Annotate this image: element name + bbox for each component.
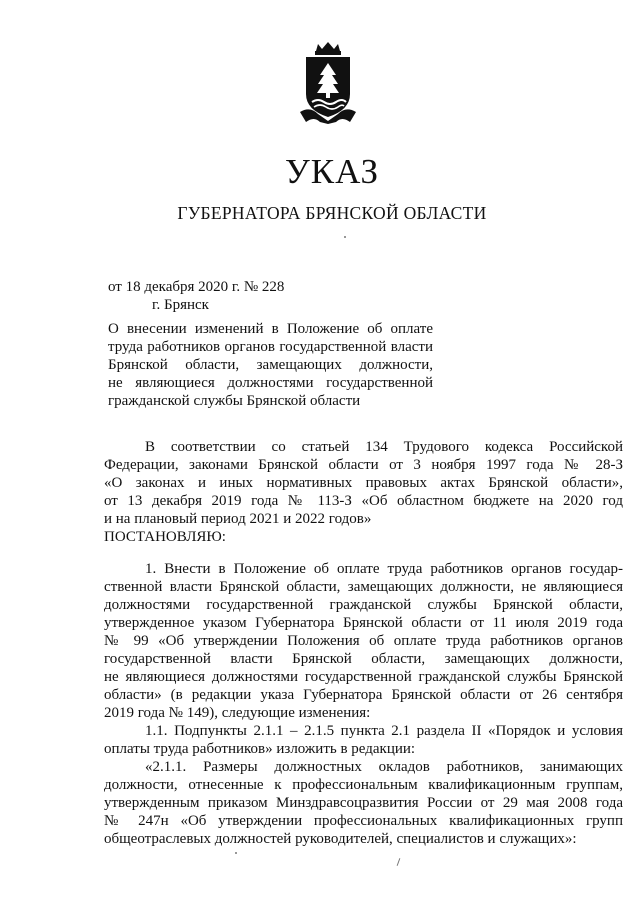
preamble-line: «О законах и иных нормативных правовых актах Брянской области», <box>104 475 623 491</box>
decree-word: ПОСТАНОВЛЯЮ: <box>104 529 226 545</box>
scan-speck <box>397 858 401 866</box>
item-line: должностями государственной гражданской службы Брянской области, <box>104 597 623 613</box>
item-line: 1. Внести в Положение об оплате труда работников органов государ- <box>145 561 623 577</box>
item-line: не являющиеся должностями государственной гражданской службы Брянской <box>104 669 623 685</box>
document-title: УКАЗ <box>284 152 380 191</box>
item-line: № 99 «Об утверждении Положения об оплате труда работников органов <box>104 633 623 649</box>
subject-line: труда работников органов государственной власти <box>108 339 433 355</box>
scan-speck <box>344 236 346 238</box>
clause-line: № 247н «Об утверждении профессиональных квалификационных групп <box>104 813 623 829</box>
subject-line: не являющиеся должностями государственной <box>108 375 433 391</box>
subject-line: Брянской области, замещающих должности, <box>108 357 433 373</box>
clause-line: «2.1.1. Размеры должностных окладов работников, занимающих <box>145 759 623 775</box>
preamble-line: В соответствии со статьей 134 Трудового кодекса Российской <box>145 439 623 455</box>
preamble-line: от 13 декабря 2019 года № 113-З «Об областном бюджете на 2020 год <box>104 493 623 509</box>
clause-line: общеотраслевых должностей руководителей, специалистов и служащих»: <box>104 831 577 847</box>
subitem-line: оплаты труда работников» изложить в редакции: <box>104 741 416 757</box>
city: г. Брянск <box>152 297 209 313</box>
clause-line: должности, отнесенные к профессиональным квалификационным группам, <box>104 777 623 793</box>
clause-line: утвержденным приказом Минздравсоцразвития России от 29 мая 2008 года <box>104 795 623 811</box>
scan-speck <box>235 852 237 854</box>
subject-line: гражданской службы Брянской области <box>108 393 361 409</box>
coat-of-arms-icon <box>300 42 356 124</box>
item-line: государственной власти Брянской области, замещающих должности, <box>104 651 623 667</box>
item-line: 2019 года № 149), следующие изменения: <box>104 705 371 721</box>
item-line: области» (в редакции указа Губернатора Брянской области от 26 сентября <box>104 687 623 703</box>
preamble-line: и на плановый период 2021 и 2022 годов» <box>104 511 372 527</box>
subject-line: О внесении изменений в Положение об оплате <box>108 321 433 337</box>
date-and-number: от 18 декабря 2020 г. № 228 <box>108 279 285 295</box>
document-subtitle: ГУБЕРНАТОРА БРЯНСКОЙ ОБЛАСТИ <box>177 203 487 223</box>
preamble-line: Федерации, законами Брянской области от 3 ноября 1997 года № 28-З <box>104 457 623 473</box>
item-line: ственной власти Брянской области, замещающих должности, не являющиеся <box>104 579 623 595</box>
item-line: утвержденное указом Губернатора Брянской области от 11 июля 2019 года <box>104 615 623 631</box>
subitem-line: 1.1. Подпункты 2.1.1 – 2.1.5 пункта 2.1 раздела II «Порядок и условия <box>145 723 623 739</box>
